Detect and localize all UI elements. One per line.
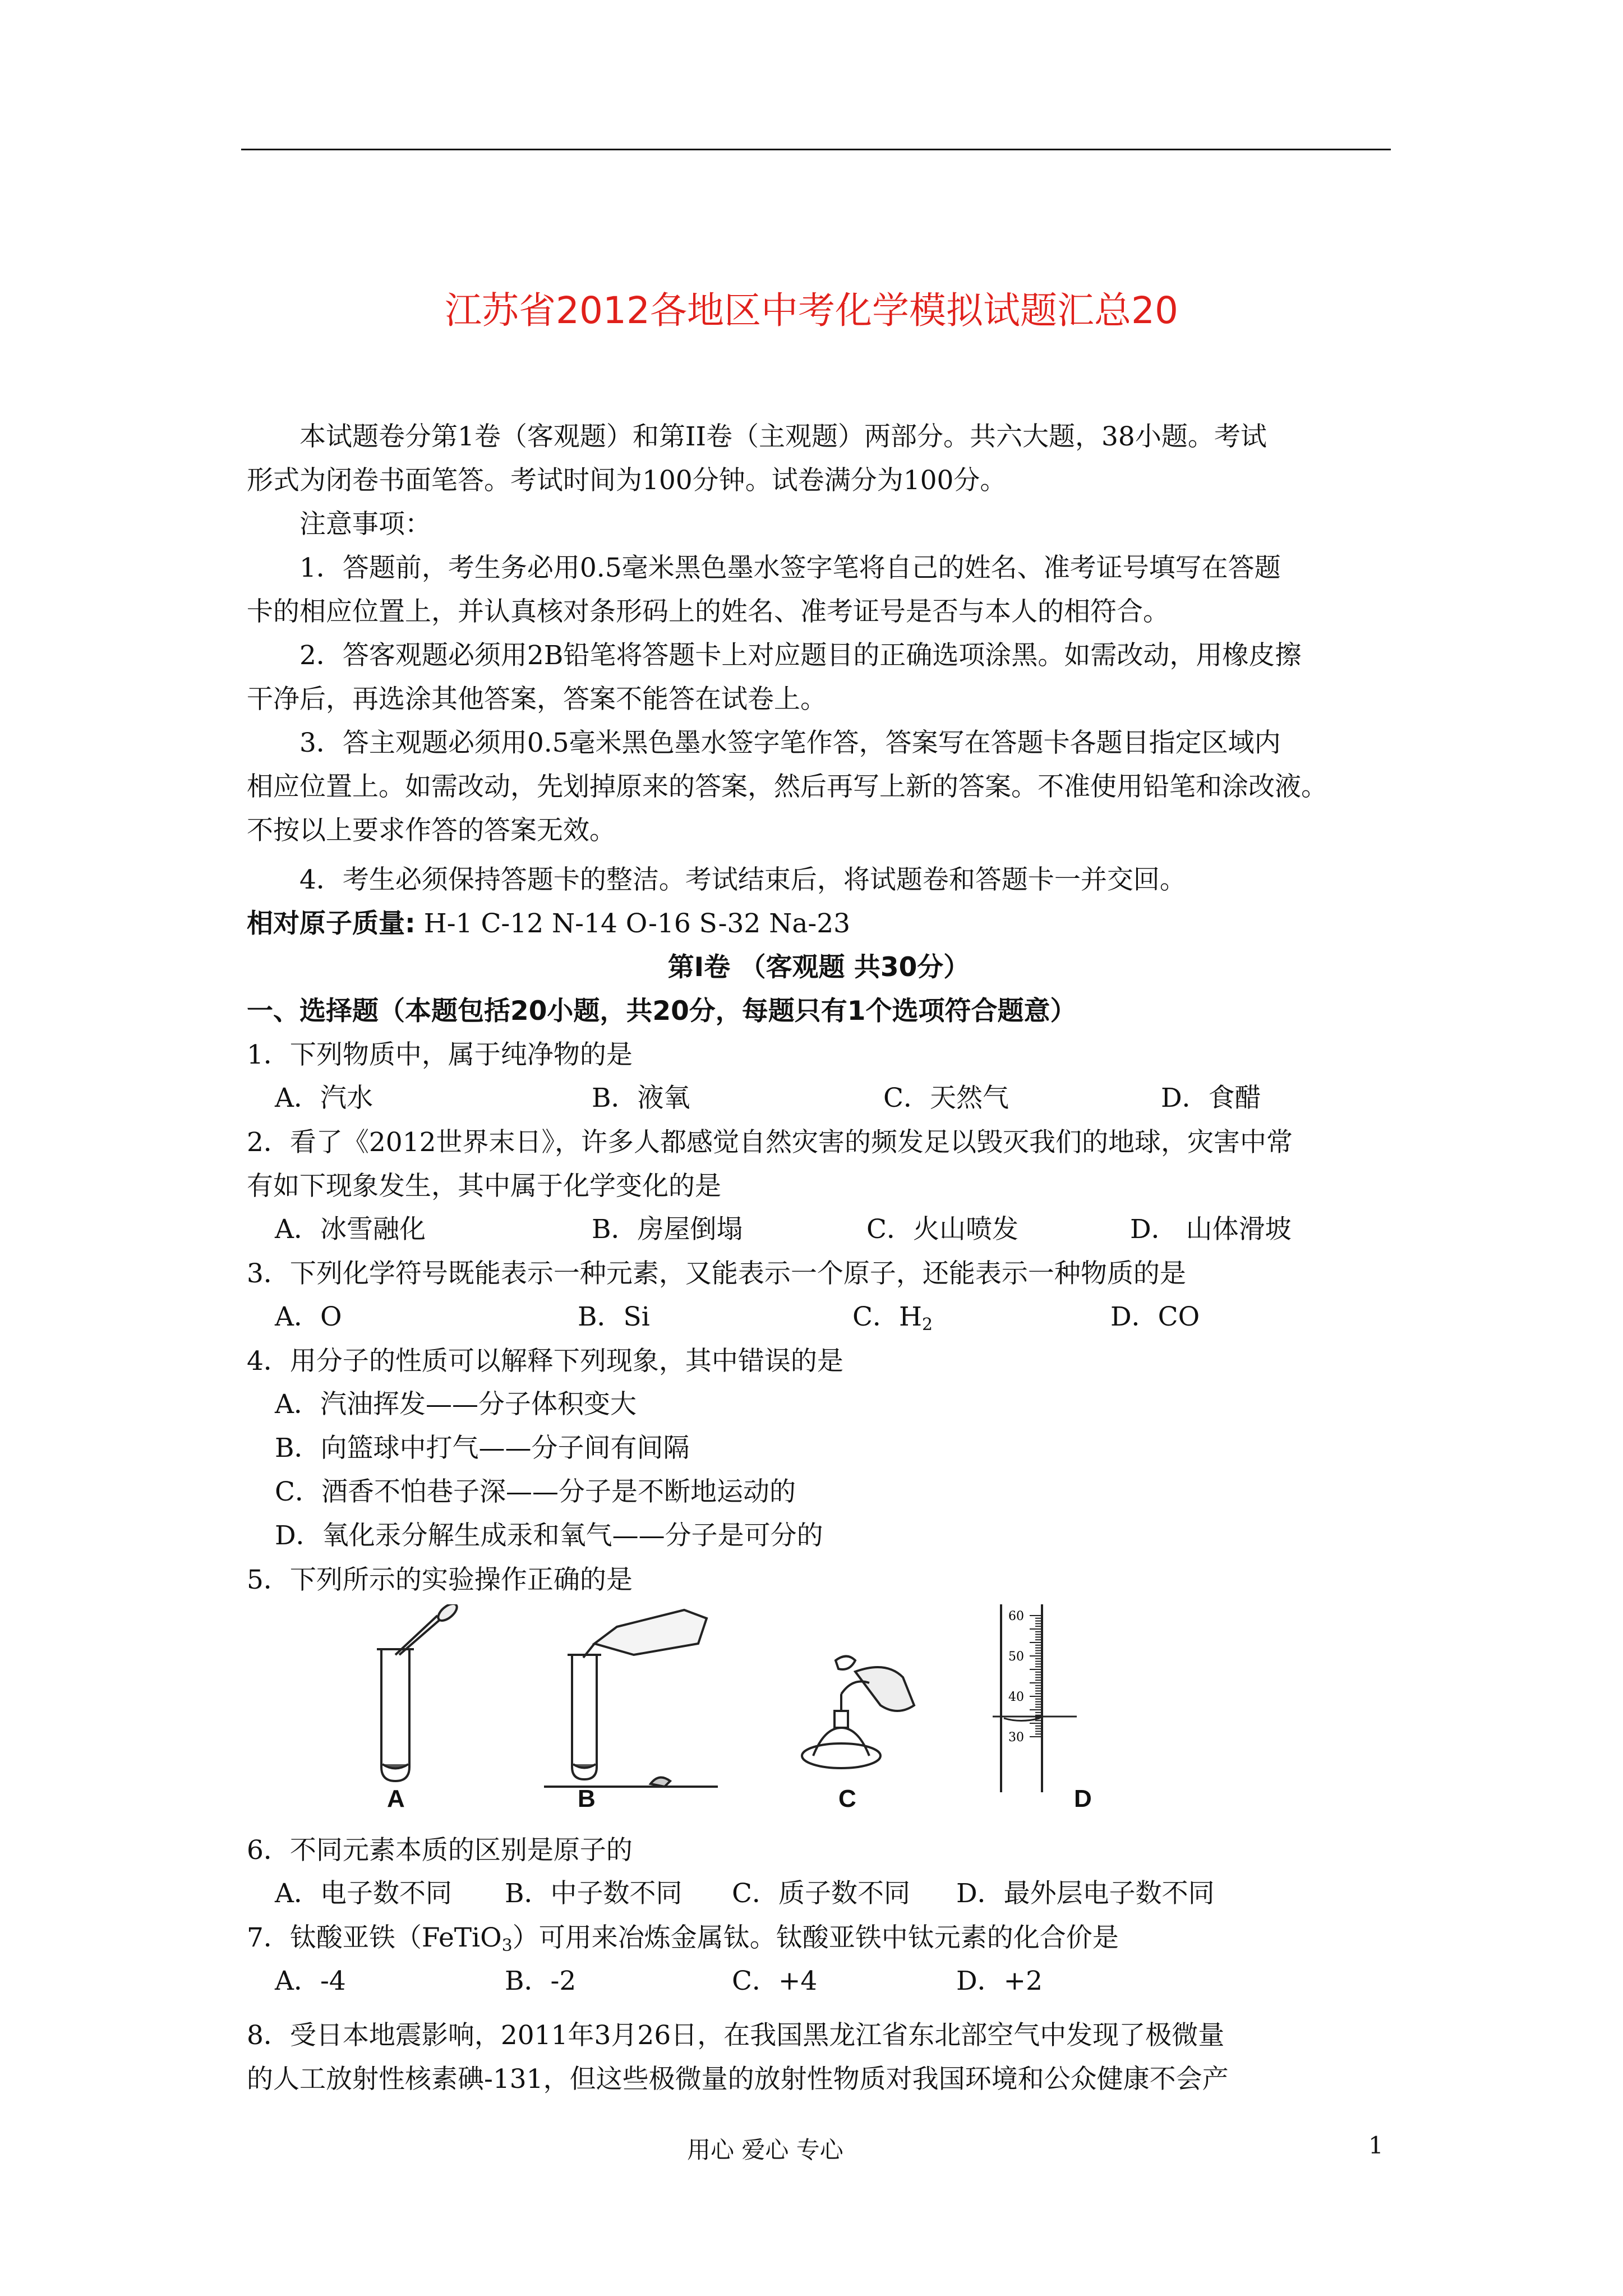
notice-item: 相应位置上。如需改动，先划掉原来的答案，然后再写上新的答案。不准使用铅笔和涂改液。 — [247, 771, 1327, 802]
q6-option-c: C．质子数不同 — [732, 1878, 910, 1909]
notice-item: 3．答主观题必须用0.5毫米黑色墨水签字笔作答，答案写在答题卡各题目指定区域内 — [299, 728, 1281, 758]
q2-option-b: B．房屋倒塌 — [592, 1214, 743, 1245]
question-8-cont: 的人工放射性核素碘-131，但这些极微量的放射性物质对我国环境和公众健康不会产 — [247, 2064, 1229, 2095]
atomic-mass-values: H-1 C-12 N-14 O-16 S-32 Na-23 — [415, 908, 851, 939]
notice-item: 卡的相应位置上，并认真核对条形码上的姓名、准考证号是否与本人的相符合。 — [247, 596, 1169, 627]
q6-option-a: A．电子数不同 — [275, 1878, 452, 1909]
intro-line: 形式为闭卷书面笔答。考试时间为100分钟。试卷满分为100分。 — [247, 465, 1007, 496]
footer-motto: 用心 爱心 专心 — [687, 2136, 843, 2164]
figure-d-measuring-cylinder — [993, 1604, 1077, 1792]
q4-option-a: A．汽油挥发——分子体积变大 — [275, 1389, 637, 1420]
question-7 — [247, 1916, 1391, 1968]
question-1: 1．下列物质中，属于纯净物的是 — [247, 1039, 633, 1070]
q4-option-c: C．酒香不怕巷子深——分子是不断地运动的 — [275, 1476, 796, 1507]
notice-item: 干净后，再选涂其他答案，答案不能答在试卷上。 — [247, 684, 827, 715]
cylinder-scale-label: 40 — [1008, 1690, 1024, 1704]
q4-option-b: B．向篮球中打气——分子间有间隔 — [275, 1433, 690, 1464]
question-8: 8．受日本地震影响，2011年3月26日，在我国黑龙江省东北部空气中发现了极微量 — [247, 2020, 1225, 2051]
question-3: 3．下列化学符号既能表示一种元素，又能表示一个原子，还能表示一种物质的是 — [247, 1258, 1186, 1289]
q1-option-c: C．天然气 — [883, 1083, 1009, 1114]
q3-option-c-text: C．H — [852, 1301, 922, 1332]
q4-option-d: D．氧化汞分解生成汞和氧气——分子是可分的 — [275, 1520, 823, 1551]
atomic-mass-label: 相对原子质量: — [247, 908, 416, 939]
q3-option-a: A．O — [275, 1301, 342, 1332]
page-number: 1 — [1368, 2132, 1384, 2159]
notice-item: 4．考生必须保持答题卡的整洁。考试结束后，将试题卷和答题卡一并交回。 — [299, 864, 1186, 895]
part-heading: 第Ⅰ卷 （客观题 共30分） — [667, 952, 970, 983]
cylinder-scale-label: 50 — [1008, 1650, 1024, 1664]
q3-option-d: D．CO — [1110, 1301, 1200, 1332]
notice-item: 1．答题前，考生务必用0.5毫米黑色墨水签字笔将自己的姓名、准考证号填写在答题 — [299, 553, 1281, 583]
figure-label-a: A — [387, 1785, 405, 1812]
question-2: 2．看了《2012世界末日》，许多人都感觉自然灾害的频发足以毁灭我们的地球，灾害中常 — [247, 1127, 1293, 1158]
section-heading: 一、选择题（本题包括20小题，共20分，每题只有1个选项符合题意） — [247, 996, 1077, 1027]
figure-c-alcohol-lamp — [802, 1657, 914, 1769]
question-2-cont: 有如下现象发生，其中属于化学变化的是 — [247, 1171, 721, 1202]
figure-label-d: D — [1074, 1785, 1092, 1812]
cylinder-scale-label: 30 — [1008, 1731, 1024, 1745]
q7-option-c: C．+4 — [732, 1966, 818, 1996]
q3-option-c-subscript: 2 — [921, 1315, 933, 1335]
q3-option-c — [852, 1296, 933, 1335]
q1-option-d: D．食醋 — [1161, 1083, 1261, 1114]
q2-option-d: D． 山体滑坡 — [1130, 1214, 1292, 1245]
cylinder-scale-label: 60 — [1008, 1609, 1024, 1623]
q7-option-d: D．+2 — [956, 1966, 1043, 1996]
question-7-subscript: 3 — [501, 1936, 513, 1955]
question-4: 4．用分子的性质可以解释下列现象，其中错误的是 — [247, 1346, 843, 1377]
notice-item: 不按以上要求作答的答案无效。 — [247, 815, 616, 846]
q1-option-b: B．液氧 — [592, 1083, 690, 1114]
q6-option-d: D．最外层电子数不同 — [956, 1878, 1215, 1909]
question-7-text-cont: ）可用来冶炼金属钛。钛酸亚铁中钛元素的化合价是 — [512, 1922, 1119, 1953]
q7-option-b: B．-2 — [505, 1966, 577, 1996]
question-5: 5．下列所示的实验操作正确的是 — [247, 1565, 633, 1595]
question-7-text: 7．钛酸亚铁（FeTiO — [247, 1922, 502, 1953]
header-rule — [241, 149, 1391, 150]
figure-label-b: B — [578, 1785, 596, 1812]
q2-option-a: A．冰雪融化 — [275, 1214, 426, 1245]
q1-option-a: A．汽水 — [275, 1083, 373, 1114]
question-6: 6．不同元素本质的区别是原子的 — [247, 1835, 633, 1866]
figure-b-pouring — [544, 1610, 718, 1787]
page-title: 江苏省2012各地区中考化学模拟试题汇总20 — [445, 289, 1178, 332]
figure-label-c: C — [838, 1785, 856, 1812]
q7-option-a: A．-4 — [275, 1966, 346, 1996]
q6-option-b: B．中子数不同 — [505, 1878, 683, 1909]
q2-option-c: C．火山喷发 — [866, 1214, 1018, 1245]
intro-line: 本试题卷分第1卷（客观题）和第II卷（主观题）两部分。共六大题，38小题。考试 — [299, 421, 1267, 452]
atomic-mass-line — [247, 902, 1391, 946]
figure-a-dropper — [377, 1604, 460, 1781]
q3-option-b: B．Si — [578, 1301, 650, 1332]
notice-heading: 注意事项： — [299, 509, 431, 540]
notice-item: 2．答客观题必须用2B铅笔将答题卡上对应题目的正确选项涂黑。如需改动，用橡皮擦 — [299, 640, 1302, 671]
lab-operations-figure — [348, 1604, 1189, 1795]
